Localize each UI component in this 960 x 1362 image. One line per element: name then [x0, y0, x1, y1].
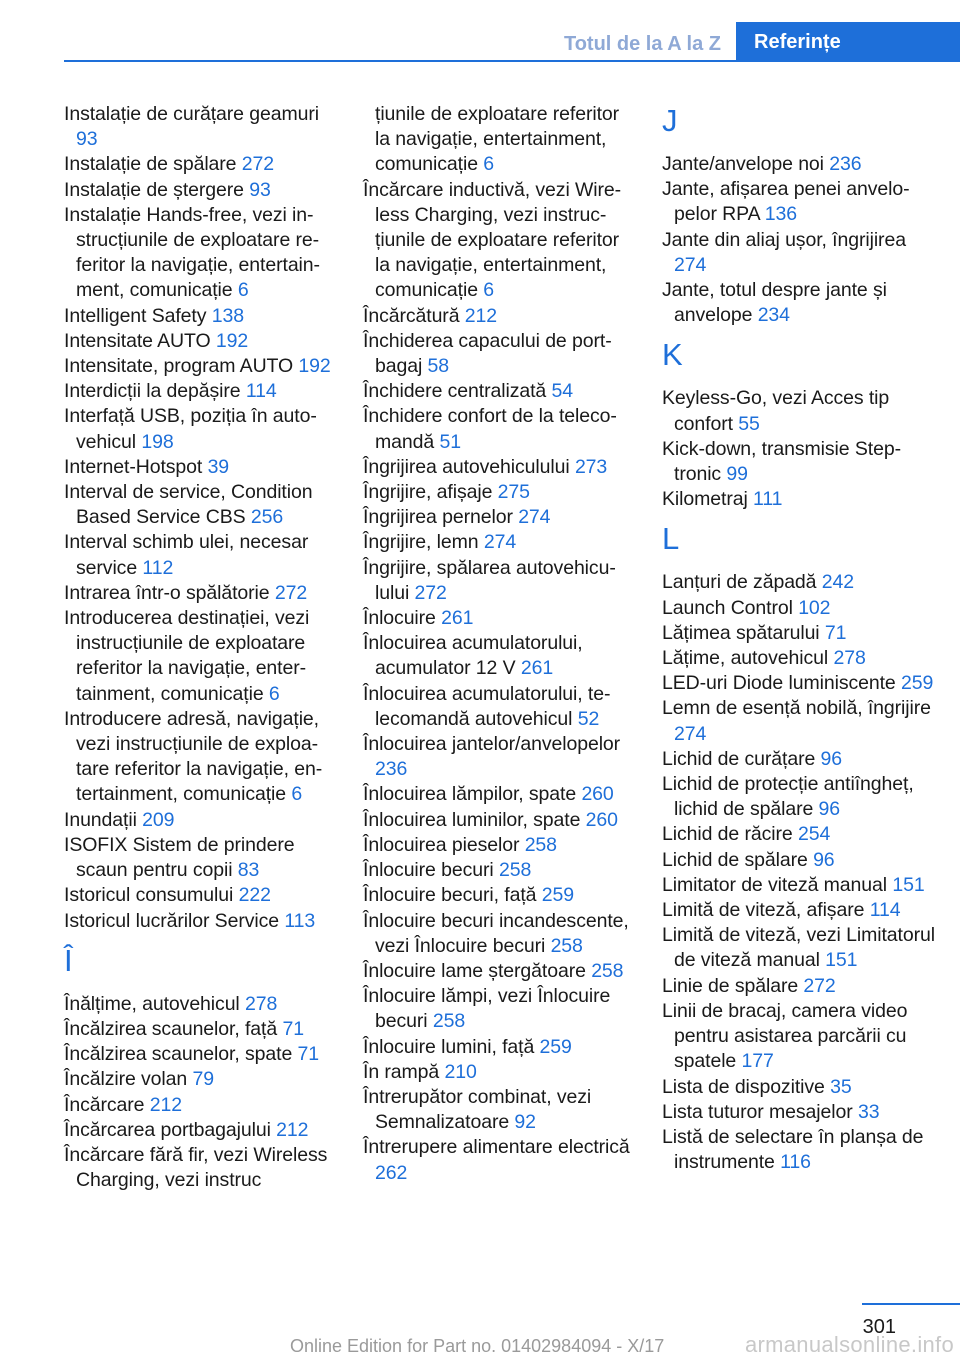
- entry-term: Închiderea capacului de portbagaj: [363, 329, 612, 378]
- index-entry: [64, 379, 339, 404]
- index-column-2: [363, 102, 638, 1186]
- entry-term: Lichid de curățare: [662, 747, 816, 770]
- entry-term: Îngrijirea pernelor: [363, 506, 513, 529]
- entry-term: Îngrijire, afișaje: [363, 481, 493, 504]
- entry-term: Înlocuire lame ștergătoare: [363, 959, 586, 982]
- page-reference-link[interactable]: 33: [857, 1100, 880, 1123]
- index-column-3: [662, 102, 937, 1175]
- page-reference-link[interactable]: 114: [245, 380, 277, 403]
- entry-term: Înlocuirea pieselor: [363, 833, 520, 856]
- page-reference-link[interactable]: 236: [375, 758, 408, 781]
- entry-term: Intensitate, program AUTO: [64, 355, 294, 378]
- index-entry: [64, 909, 339, 934]
- index-entry: [363, 682, 638, 732]
- index-entry: [363, 984, 638, 1034]
- index-entry: [363, 883, 638, 908]
- page-reference-link[interactable]: 52: [577, 707, 600, 730]
- index-entry: [662, 228, 937, 278]
- index-entry: [662, 437, 937, 487]
- page-reference-link[interactable]: 71: [282, 1017, 304, 1040]
- entry-term: Înlocuire lumini, față: [363, 1035, 535, 1058]
- index-entry: [64, 530, 339, 580]
- index-entry: [64, 1143, 339, 1193]
- section-letter: L: [662, 521, 680, 557]
- entry-term: Internet-Hotspot: [64, 455, 203, 478]
- index-entry: [363, 1060, 638, 1085]
- page-reference-link[interactable]: 83: [237, 859, 260, 882]
- index-entry: [662, 772, 937, 822]
- index-column-1: [64, 102, 339, 1193]
- index-entry: [363, 732, 638, 782]
- entry-term: Intelligent Safety: [64, 304, 207, 327]
- page-reference-link[interactable]: 258: [550, 934, 583, 957]
- page-reference-link[interactable]: 273: [574, 455, 608, 478]
- page-reference-link[interactable]: 212: [464, 304, 498, 327]
- index-entry: [662, 1075, 937, 1100]
- page-reference-link[interactable]: 242: [821, 571, 855, 594]
- index-entry: [64, 883, 339, 908]
- entry-term: Introducere adresă, navigație, vezi instrucțiunile de exploatare referitor la navigație, entertainment, comunicație: [64, 707, 323, 806]
- index-entry: [662, 386, 937, 436]
- entry-term: Lemn de esență nobilă, îngrijire: [662, 697, 931, 720]
- index-entry: [363, 808, 638, 833]
- page-reference-link[interactable]: 151: [825, 949, 858, 972]
- page-reference-link[interactable]: 111: [753, 488, 783, 511]
- index-entry: [64, 581, 339, 606]
- index-entry: [662, 1100, 937, 1125]
- page-reference-link[interactable]: 262: [375, 1161, 408, 1184]
- page-reference-link[interactable]: 71: [824, 621, 847, 644]
- index-entry: [64, 808, 339, 833]
- entry-term: Înlocuire: [363, 607, 436, 630]
- entry-term: Jante din aliaj ușor, îngrijirea: [662, 228, 906, 251]
- index-entry: [64, 455, 339, 480]
- page-reference-link[interactable]: 71: [297, 1043, 320, 1066]
- index-entry: [662, 278, 937, 328]
- entry-term: Îngrijire, spălarea autovehiculului: [363, 556, 616, 604]
- page-reference-link[interactable]: 99: [726, 463, 748, 486]
- index-entry: [363, 404, 638, 454]
- page-reference-link[interactable]: 138: [211, 304, 244, 327]
- index-entry: [662, 596, 937, 621]
- section-letter: Î: [64, 942, 73, 978]
- page-reference-link[interactable]: 58: [427, 355, 450, 378]
- page-reference-link[interactable]: 258: [524, 833, 557, 856]
- entry-term: Înlocuire becuri incandescente, vezi Înlocuire becuri: [363, 909, 629, 957]
- entry-term: Instalație de ștergere: [64, 178, 244, 201]
- index-entry: [363, 606, 638, 631]
- entry-term: Înlocuire becuri, față: [363, 884, 537, 907]
- page-reference-link[interactable]: 112: [142, 556, 174, 579]
- page-reference-link[interactable]: 256: [250, 506, 284, 529]
- page-reference-link[interactable]: 39: [207, 455, 230, 478]
- index-entry: [662, 974, 937, 999]
- entry-term: Lățimea spătarului: [662, 621, 820, 644]
- page-reference-link[interactable]: 260: [585, 808, 618, 831]
- entry-term: Încărcare fără fir, vezi Wireless Charging, vezi instruc: [64, 1143, 328, 1192]
- page-reference-link[interactable]: 114: [869, 899, 901, 922]
- index-entry: [64, 203, 339, 304]
- entry-term: Lichid de spălare: [662, 848, 808, 871]
- page-reference-link[interactable]: 93: [76, 128, 98, 151]
- entry-term: Linii de bracaj, camera video pentru asistarea parcării cu spatele: [662, 999, 908, 1073]
- entry-term: Încărcare: [64, 1093, 145, 1116]
- footer-divider: [862, 1303, 960, 1305]
- index-entry: [363, 631, 638, 681]
- page-reference-link[interactable]: 6: [483, 279, 495, 302]
- entry-term: Istoricul consumului: [64, 884, 234, 907]
- entry-term: Jante/anvelope noi: [662, 153, 824, 175]
- entry-term: Launch Control: [662, 596, 793, 619]
- page-reference-link[interactable]: 274: [674, 722, 707, 745]
- entry-term: Încălzire volan: [64, 1068, 188, 1091]
- page-reference-link[interactable]: 113: [284, 909, 316, 932]
- entry-term: Înlocuire lămpi, vezi Înlocuire becuri: [363, 985, 611, 1033]
- entry-term: Înlocuirea lămpilor, spate: [363, 783, 577, 806]
- page-reference-link[interactable]: 151: [892, 873, 925, 896]
- entry-term: Linie de spălare: [662, 974, 799, 997]
- page-reference-link[interactable]: 258: [591, 959, 624, 982]
- index-entry: [662, 747, 937, 772]
- entry-term: Lichid de protecție antiîngheț, lichid de spălare: [662, 773, 914, 821]
- index-entry: [662, 923, 937, 973]
- entry-term: Închidere confort de la telecomandă: [363, 405, 617, 453]
- watermark: armanualsonline.info: [744, 1332, 954, 1357]
- page-reference-link[interactable]: 6: [483, 153, 495, 176]
- page-reference-link[interactable]: 222: [238, 884, 271, 907]
- page-reference-link[interactable]: 212: [149, 1093, 182, 1116]
- page-reference-link[interactable]: 136: [764, 203, 798, 226]
- index-entry: [363, 909, 638, 959]
- entry-term: În rampă: [363, 1060, 440, 1083]
- index-entry: [662, 898, 937, 923]
- entry-term: Încălzirea scaunelor, spate: [64, 1043, 293, 1066]
- entry-term: Lista tuturor mesajelor: [662, 1100, 853, 1123]
- index-entry: [64, 992, 339, 1017]
- index-entry: [662, 696, 937, 746]
- entry-term: Istoricul lucrărilor Service: [64, 909, 280, 932]
- entry-term: Lista de dispozitive: [662, 1075, 825, 1098]
- entry-term: Îngrijirea autovehiculului: [363, 455, 570, 478]
- page-reference-link[interactable]: 272: [241, 153, 275, 176]
- entry-term: Keyless-Go, vezi Acces tip confort: [662, 387, 890, 435]
- index-entry: [363, 329, 638, 379]
- index-entry: [64, 480, 339, 530]
- entry-term: Kilometraj: [662, 488, 748, 511]
- index-entry: [64, 1093, 339, 1118]
- page-reference-link[interactable]: 209: [142, 808, 175, 831]
- index-entry: [662, 999, 937, 1075]
- entry-term: Înlocuire becuri: [363, 859, 494, 882]
- entry-term: Întrerupător combinat, vezi Semnalizatoare: [363, 1085, 592, 1134]
- index-entry: [363, 455, 638, 480]
- index-entry: [662, 570, 937, 595]
- entry-term: Jante, totul despre jante și anvelope: [662, 279, 887, 327]
- index-entry: [662, 152, 937, 177]
- page-reference-link[interactable]: 261: [441, 607, 474, 630]
- page-reference-link[interactable]: 96: [818, 798, 841, 821]
- page-reference-link[interactable]: 54: [551, 380, 573, 403]
- entry-term: Înălțime, autovehicul: [64, 992, 240, 1015]
- index-entry: [363, 782, 638, 807]
- entry-term: Jante, afișarea penei anvelopelor RPA: [662, 178, 910, 226]
- edition-note: Online Edition for Part no. 01402984094 - X/17: [290, 1336, 665, 1356]
- page-number: 301: [862, 1316, 896, 1338]
- entry-term: Instalație Hands-free, vezi instrucțiunile de exploatare referitor la navigație, entertainment, comunicație: [64, 203, 321, 302]
- entry-term: ISOFIX Sistem de prindere scaun pentru copii: [64, 833, 295, 882]
- entry-term: Întrerupere alimentare electrică: [363, 1136, 630, 1159]
- index-entry: [363, 379, 638, 404]
- entry-term: LED-uri Diode luminiscente: [662, 672, 896, 695]
- index-entry: [64, 1017, 339, 1042]
- section-letter: J: [662, 103, 678, 138]
- index-entry: [363, 858, 638, 883]
- page-reference-link[interactable]: 260: [581, 783, 614, 806]
- header-tab-chapter[interactable]: Referințe: [736, 22, 960, 62]
- index-entry: [662, 873, 937, 898]
- entry-term: Introducerea destinației, vezi instrucțiunile de exploatare referitor la navigație, entertainment, comunicație: [64, 607, 310, 705]
- header-divider: [64, 60, 960, 62]
- page-reference-link[interactable]: 198: [141, 430, 174, 453]
- index-entry: [363, 1035, 638, 1060]
- page-reference-link[interactable]: 274: [518, 506, 551, 529]
- page-reference-link[interactable]: 55: [738, 412, 760, 435]
- entry-term: Intrarea într-o spălătorie: [64, 581, 270, 604]
- page-reference-link[interactable]: 92: [514, 1111, 536, 1134]
- index-entry: [64, 1067, 339, 1092]
- entry-term: Limită de viteză, vezi Limitatorul de viteză manual: [662, 924, 935, 972]
- page-reference-link[interactable]: 236: [829, 153, 862, 175]
- entry-term: Încărcarea portbagajului: [64, 1118, 271, 1141]
- entry-term: Înlocuirea acumulatorului, telecomandă autovehicul: [363, 682, 611, 730]
- page-reference-link[interactable]: 258: [432, 1010, 466, 1033]
- page-reference-link[interactable]: 96: [820, 747, 843, 770]
- page-reference-link[interactable]: 6: [237, 279, 249, 302]
- index-entry: [662, 1125, 937, 1175]
- index-entry: [363, 102, 638, 178]
- index-entry: [64, 152, 339, 177]
- entry-term: țiunile de exploatare referitor la navigație, entertainment, comunicație: [375, 103, 620, 176]
- entry-term: Înlocuirea acumulatorului, acumulator 12 V: [363, 632, 583, 680]
- page-reference-link[interactable]: 177: [741, 1050, 774, 1073]
- entry-term: Lichid de răcire: [662, 823, 793, 846]
- entry-term: Interdicții la depășire: [64, 380, 241, 403]
- index-entry: [662, 621, 937, 646]
- page-reference-link[interactable]: 274: [674, 253, 707, 276]
- index-entry: [64, 354, 339, 379]
- entry-term: Interval de service, Condition Based Service CBS: [64, 481, 313, 529]
- index-entry: [64, 833, 339, 883]
- entry-term: Interval schimb ulei, necesar service: [64, 531, 309, 579]
- page-reference-link[interactable]: 6: [268, 682, 280, 705]
- entry-term: Lățime, autovehicul: [662, 647, 829, 670]
- page-reference-link[interactable]: 274: [483, 531, 517, 554]
- entry-term: Interfață USB, poziția în autovehicul: [64, 405, 317, 453]
- index-entry: [363, 178, 638, 304]
- page-reference-link[interactable]: 102: [798, 596, 831, 619]
- page-reference-link[interactable]: 272: [803, 974, 836, 997]
- index-entry: [363, 1135, 638, 1185]
- index-entry: [662, 822, 937, 847]
- index-entry: [64, 329, 339, 354]
- page-reference-link[interactable]: 35: [830, 1075, 852, 1098]
- index-entry: [363, 1085, 638, 1135]
- page-reference-link[interactable]: 192: [215, 329, 249, 352]
- index-entry: [363, 556, 638, 606]
- index-entry: [363, 505, 638, 530]
- entry-term: Încălzirea scaunelor, față: [64, 1017, 278, 1040]
- header-tab-section[interactable]: Totul de la A la Z: [563, 33, 722, 55]
- page-reference-link[interactable]: 278: [833, 647, 866, 670]
- index-entry: [363, 530, 638, 555]
- page-reference-link[interactable]: 51: [439, 430, 461, 453]
- index-entry: [64, 1118, 339, 1143]
- entry-term: Intensitate AUTO: [64, 329, 211, 352]
- index-entry: [363, 959, 638, 984]
- index-entry: [363, 304, 638, 329]
- index-entry: [363, 833, 638, 858]
- page-reference-link[interactable]: 259: [539, 1035, 572, 1058]
- entry-term: Instalație de spălare: [64, 153, 237, 176]
- page-reference-link[interactable]: 96: [813, 848, 835, 871]
- page-reference-link[interactable]: 254: [797, 823, 831, 846]
- index-entry: [662, 848, 937, 873]
- page-reference-link[interactable]: 259: [901, 672, 934, 695]
- entry-term: Încărcătură: [363, 304, 460, 327]
- index-entry: [662, 177, 937, 227]
- page-reference-link[interactable]: 275: [497, 481, 530, 504]
- page-reference-link[interactable]: 272: [274, 581, 308, 604]
- index-entry: [64, 707, 339, 808]
- entry-term: Închidere centralizată: [363, 380, 547, 403]
- index-entry: [662, 671, 937, 696]
- entry-term: Încărcare inductivă, vezi Wireless Charging, vezi instrucțiunile de exploatare referitor la navigație, entertainment, comunicație: [363, 178, 622, 302]
- page-reference-link[interactable]: 116: [780, 1151, 811, 1174]
- entry-term: Kick-down, transmisie Steptronic: [662, 437, 902, 486]
- page-reference-link[interactable]: 93: [249, 178, 271, 201]
- entry-term: Înlocuirea jantelor/anvelopelor: [363, 733, 621, 756]
- index-entry: [662, 646, 937, 671]
- index-entry: [64, 1042, 339, 1067]
- entry-term: Listă de selectare în planșa de instrumente: [662, 1125, 924, 1174]
- index-entry: [64, 178, 339, 203]
- page-reference-link[interactable]: 278: [245, 992, 278, 1015]
- index-entry: [64, 606, 339, 707]
- page-reference-link[interactable]: 79: [192, 1068, 214, 1091]
- section-letter: K: [662, 337, 683, 373]
- entry-term: Înlocuirea luminilor, spate: [363, 808, 581, 831]
- entry-term: Inundații: [64, 808, 137, 831]
- entry-term: Lanțuri de zăpadă: [662, 571, 817, 594]
- page-reference-link[interactable]: 272: [414, 581, 447, 604]
- page-reference-link[interactable]: 261: [520, 657, 554, 680]
- index-entry: [64, 102, 339, 152]
- page-reference-link[interactable]: 259: [541, 884, 574, 907]
- index-entry: [363, 480, 638, 505]
- index-entry: [64, 404, 339, 454]
- page-reference-link[interactable]: 258: [498, 859, 532, 882]
- page-reference-link[interactable]: 234: [757, 304, 790, 327]
- index-entry: [64, 304, 339, 329]
- entry-term: Îngrijire, lemn: [363, 531, 479, 554]
- page-reference-link[interactable]: 192: [298, 355, 331, 378]
- page-reference-link[interactable]: 210: [444, 1060, 477, 1083]
- page-reference-link[interactable]: 6: [291, 783, 303, 806]
- page-reference-link[interactable]: 212: [276, 1118, 309, 1141]
- index-entry: [662, 487, 937, 512]
- entry-term: Limitator de viteză manual: [662, 873, 888, 896]
- entry-term: Instalație de curățare geamuri: [64, 103, 319, 125]
- entry-term: Limită de viteză, afișare: [662, 899, 865, 922]
